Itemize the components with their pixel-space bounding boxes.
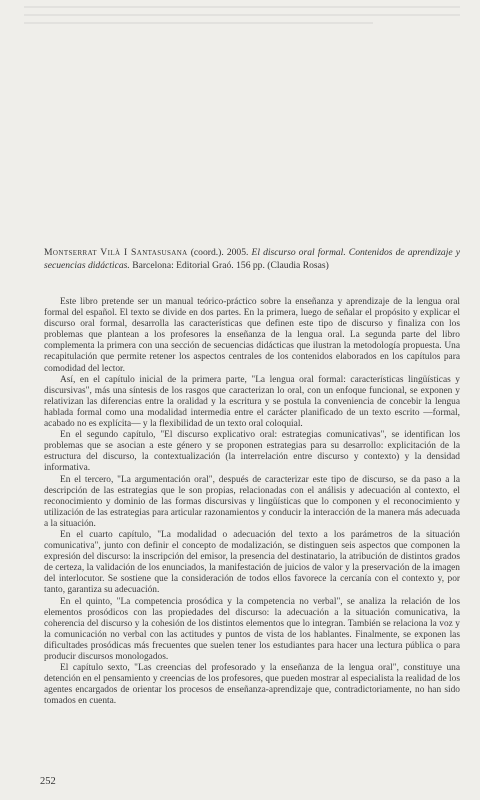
paragraph: Así, en el capítulo inicial de la primera parte, "La lengua oral formal: características lingüísticas y discursivas", más una síntesis de los rasgos que caracterizan lo oral, con un enfoque funcional, se exponen y relativizan las diferencias entre la oralidad y la escritura y se postula la conveniencia de concebir la lengua hablada formal como una modalidad intermedia entre el carácter planificado de un texto escrito —formal, acabado no es explícita— y la flexibilidad de un texto oral coloquial. <box>44 374 460 430</box>
reference-title: El discurso oral formal. Contenidos de aprendizaje y secuencias didácticas. <box>44 247 460 271</box>
page-number: 252 <box>40 776 56 787</box>
review-body <box>44 297 460 707</box>
reference-editor-note: (coord.). <box>190 247 224 258</box>
paragraph: En el segundo capítulo, "El discurso explicativo oral: estrategias comunicativas", se identifican los problemas que se asocian a este género y se proponen estrategias para su desarrollo: explicitación de la estructura del discurso, la contextualización (la interrelación entre discurso y contexto) y la densidad informativa. <box>44 430 460 474</box>
paragraph: El capítulo sexto, "Las creencias del profesorado y la enseñanza de la lengua oral", constituye una detención en el pensamiento y creencias de los profesores, que pueden mostrar al especialista la realidad de los agentes encargados de orientar los procesos de enseñanza-aprendizaje que, contradictoriamente, no han sido tomados en cuenta. <box>44 663 460 707</box>
book-reference <box>44 246 460 272</box>
paragraph: En el quinto, "La competencia prosódica y la competencia no verbal", se analiza la relación de los elementos prosódicos con las propiedades del discurso: la adecuación a la situación comunicativa, la coherencia del discurso y la cohesión de los distintos elementos que lo integran. También se relaciona la voz y la comunicación no verbal con las actitudes y puntos de vista de los hablantes. Finalmente, se exponen las dificultades prosódicas más frecuentes que suelen tener los estudiantes para hacer una lectura pública o para producir discursos monologados. <box>44 596 460 662</box>
paragraph: En el tercero, "La argumentación oral", después de caracterizar este tipo de discurso, se da paso a la descripción de las estrategias que le son propias, relacionadas con el análisis y adecuación al contexto, el reconocimiento y dominio de las formas discursivas y lingüísticas que lo componen y el reconocimiento y utilización de las estrategias para articular razonamientos y conducir la interacción de la manera más adecuada a la situación. <box>44 474 460 529</box>
paragraph: Este libro pretende ser un manual teórico-práctico sobre la enseñanza y aprendizaje de la lengua oral formal del español. El texto se divide en dos partes. En la primera, luego de señalar el propósito y explicar el discurso oral formal, desarrolla las características que definen este tipo de discurso y finaliza con los problemas que plantean a los profesores la enseñanza de la lengua oral. La segunda parte del libro complementa la primera con una sección de secuencias didácticas que ilustran la metodología propuesta. Una recapitulación que permite retener los aspectos centrales de los contenidos elaborados en los capítulos para comodidad del lector. <box>44 297 460 374</box>
paragraph: En el cuarto capítulo, "La modalidad o adecuación del texto a los parámetros de la situación comunicativa", junto con definir el concepto de modalización, se distinguen seis aspectos que componen la expresión del discurso: la inscripción del emisor, la presencia del destinatario, la atribución de distintos grados de certeza, la validación de los enunciados, la manifestación de juicios de valor y la preservación de la imagen del interlocutor. Se sostiene que la consideración de todos ellos favorece la cercanía con el contexto y, por tanto, garantiza su adecuación. <box>44 529 460 596</box>
faded-top-text <box>24 0 460 30</box>
reference-publisher: Barcelona: Editorial Graó. 156 pp. (Claudia Rosas) <box>132 260 329 271</box>
reference-author: Montserrat Vilà I Santasusana <box>44 247 188 258</box>
reference-year: 2005. <box>226 247 249 258</box>
